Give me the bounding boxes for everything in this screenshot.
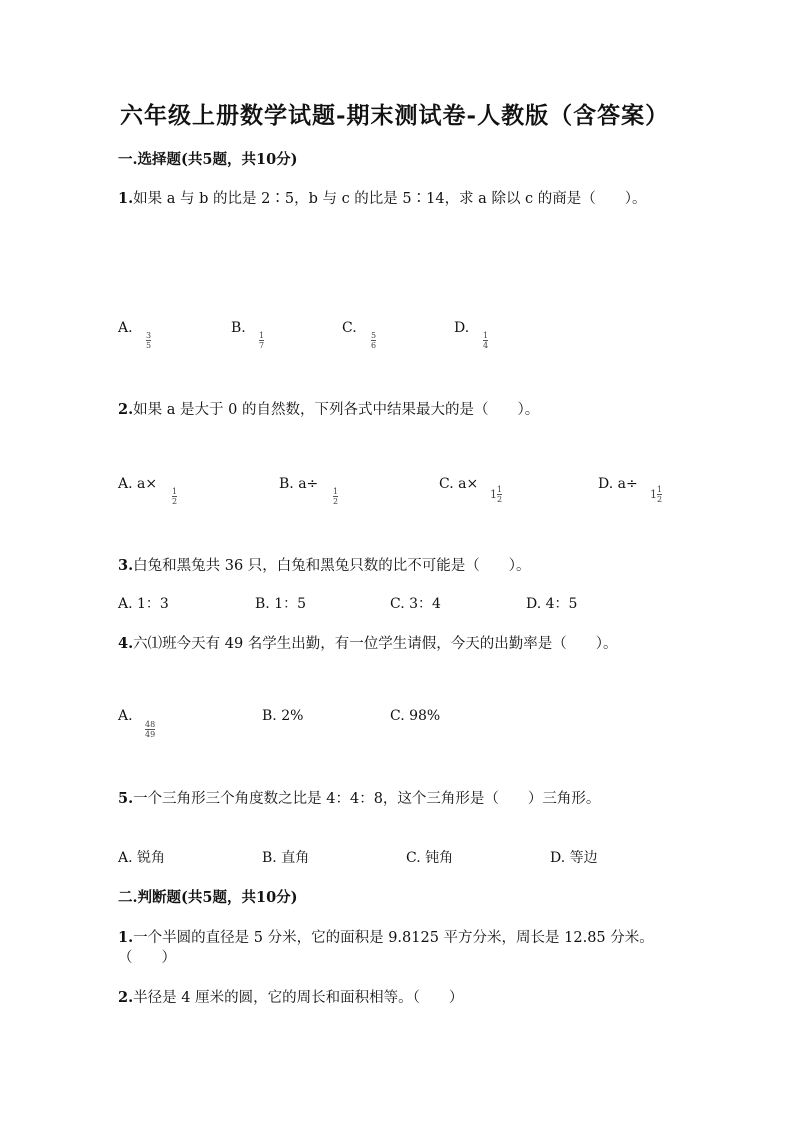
q4-option-c[interactable]: C. 98% [390,708,441,724]
section-heading-choice: 一.选择题(共5题，共10分) [118,151,298,168]
question-2 [118,398,539,419]
q3-option-c[interactable]: C. 3：4 [390,596,441,612]
whole-part: 1 [650,488,657,501]
q1-option-c[interactable]: C. [342,320,357,336]
q2-option-b-fraction [333,487,338,506]
question-text: 一个三角形三个角度数之比是 4：4：8，这个三角形是（ ）三角形。 [133,791,601,807]
question-5 [118,787,600,808]
denominator: 7 [259,341,265,350]
q1-option-b-fraction [259,331,264,350]
numerator: 3 [146,331,152,340]
denominator: 2 [333,497,339,506]
q5-option-c[interactable]: C. 钝角 [406,850,454,866]
question-text: 一个半圆的直径是 5 分米，它的面积是 9.8125 平方分米，周长是 12.85 分米。 [133,930,654,946]
question-number: 3. [118,557,134,574]
judgement-1-answer-paren[interactable]: （ ） [118,950,176,966]
numerator: 1 [333,487,339,496]
numerator: 1 [483,331,489,340]
denominator: 5 [146,341,152,350]
question-number: 2. [118,401,134,418]
q5-option-a[interactable]: A. 锐角 [118,850,166,866]
question-text: 半径是 4 厘米的圆，它的周长和面积相等。（ ） [133,990,464,1006]
q2-option-a[interactable]: A. a× [118,476,158,492]
denominator: 49 [145,730,156,739]
question-text: 如果 a 是大于 0 的自然数，下列各式中结果最大的是（ ）。 [133,402,540,418]
q1-option-a[interactable]: A. [118,320,133,336]
q3-option-a[interactable]: A. 1：3 [118,596,169,612]
denominator: 4 [483,341,489,350]
question-number: 1. [118,929,134,946]
q3-option-d[interactable]: D. 4：5 [526,596,578,612]
numerator: 1 [172,487,178,496]
question-text: 六⑴班今天有 49 名学生出勤，有一位学生请假，今天的出勤率是（ ）。 [133,636,618,652]
numerator: 48 [145,720,156,729]
numerator: 1 [259,331,265,340]
denominator: 6 [371,341,377,350]
question-number: 5. [118,790,134,807]
question-text: 如果 a 与 b 的比是 2∶5，b 与 c 的比是 5∶14，求 a 除以 c 的商是（ ）。 [133,191,647,207]
q5-option-d[interactable]: D. 等边 [550,850,598,866]
question-number: 1. [118,190,134,207]
q3-option-b[interactable]: B. 1：5 [255,596,307,612]
q2-option-c-mixed-number [490,485,502,504]
q1-option-d-fraction [483,331,488,350]
judgement-1 [118,926,654,947]
denominator: 2 [657,495,663,504]
numerator: 5 [371,331,377,340]
q2-option-d-mixed-number [650,485,662,504]
question-4 [118,632,618,653]
page-title: 六年级上册数学试题-期末测试卷-人教版（含答案） [120,102,670,129]
q1-option-c-fraction [371,331,376,350]
question-text: 白兔和黑兔共 36 只，白兔和黑兔只数的比不可能是（ ）。 [133,558,531,574]
question-number: 4. [118,635,134,652]
judgement-2 [118,986,463,1007]
q2-option-d[interactable]: D. a÷ [598,476,638,492]
question-3 [118,554,531,575]
numerator: 1 [657,485,663,494]
fraction-part [657,485,662,504]
question-number: 2. [118,989,134,1006]
q2-option-c[interactable]: C. a× [439,476,479,492]
denominator: 2 [172,497,178,506]
q5-option-b[interactable]: B. 直角 [262,850,310,866]
q4-option-b[interactable]: B. 2% [262,708,304,724]
section-heading-judgement: 二.判断题(共5题，共10分) [118,889,298,906]
q4-option-a-fraction [145,720,155,739]
numerator: 1 [497,485,503,494]
fraction-part [497,485,502,504]
question-1 [118,187,647,208]
whole-part: 1 [490,488,497,501]
q1-option-b[interactable]: B. [231,320,246,336]
q4-option-a[interactable]: A. [118,708,133,724]
denominator: 2 [497,495,503,504]
q2-option-a-fraction [172,487,177,506]
q2-option-b[interactable]: B. a÷ [279,476,319,492]
q1-option-d[interactable]: D. [454,320,470,336]
q1-option-a-fraction [146,331,151,350]
